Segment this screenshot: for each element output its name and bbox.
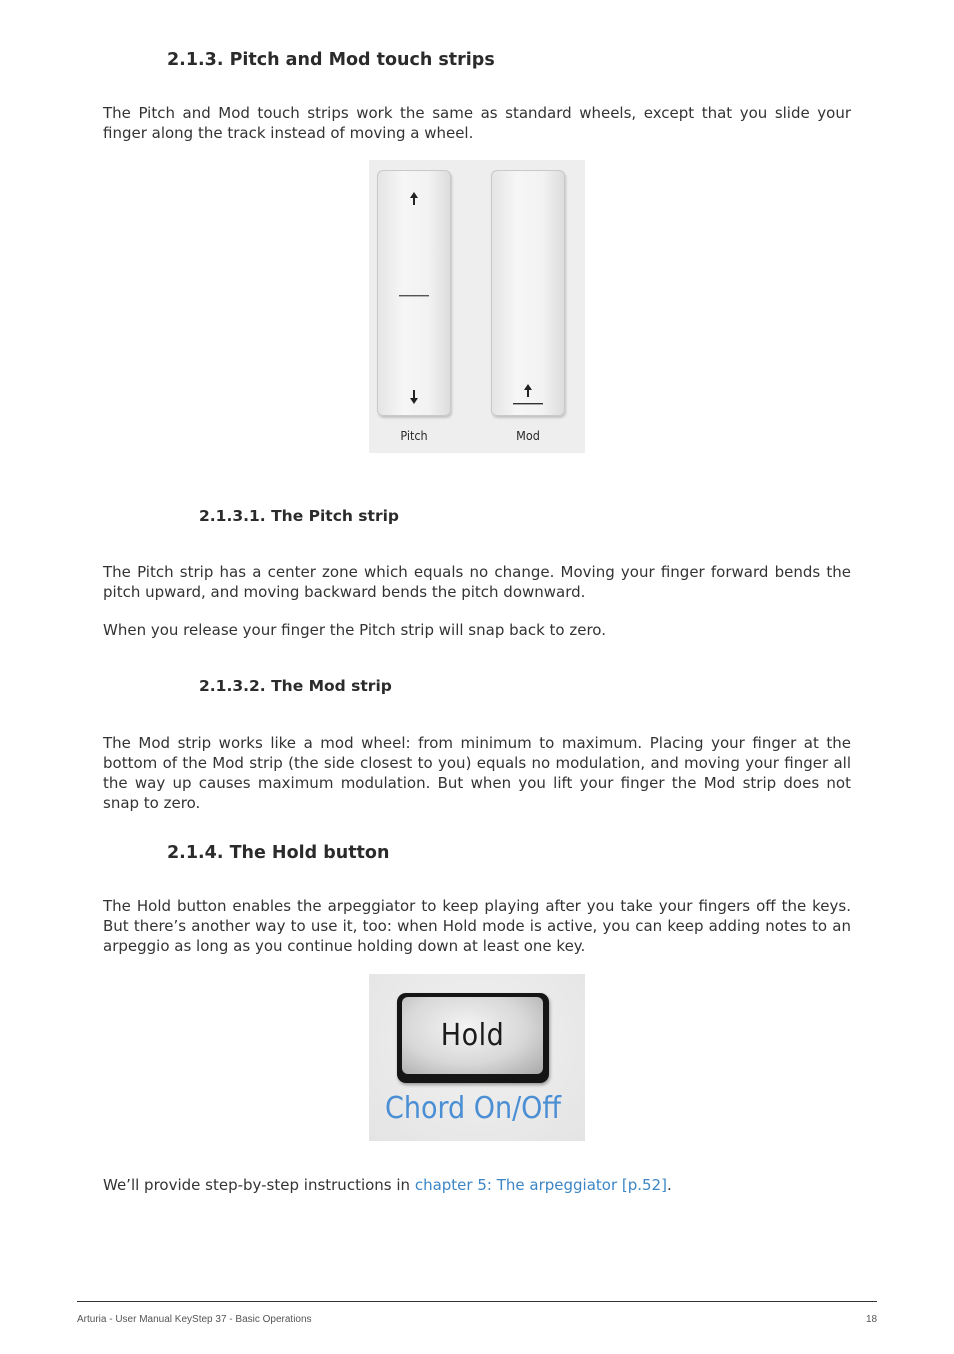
center-line-icon [399,294,429,298]
footer-title: Arturia - User Manual KeyStep 37 - Basic Operations [77,1314,312,1325]
paragraph-pitch-strip-1: The Pitch strip has a center zone which equals no change. Moving your finger forward bends the pitch upward, and moving backward bends the pitch downward. [103,563,851,601]
footer-divider [77,1301,877,1302]
paragraph-closing [103,1175,851,1195]
arrow-up-icon [522,384,534,398]
heading-mod-strip: 2.1.3.2. The Mod strip [199,677,392,695]
paragraph-pitch-strip-2: When you release your finger the Pitch strip will snap back to zero. [103,621,606,639]
hold-button-label: Hold [402,997,543,1074]
arrow-down-icon [408,390,420,404]
touch-strips-figure [369,160,585,453]
arrow-up-icon [408,192,420,206]
chord-on-off-label: Chord On/Off [384,1091,561,1126]
paragraph-hold-button: The Hold button enables the arpeggiator to keep playing after you take your fingers off the keys. But there’s another way to use it, too: when Hold mode is active, you can keep adding notes to an arpeggio as long as you continue holding down at least one key. [103,897,851,955]
heading-pitch-strip: 2.1.3.1. The Pitch strip [199,507,399,525]
closing-period: . [666,1176,672,1194]
closing-text: We’ll provide step-by-step instructions in [103,1176,415,1194]
hold-button-figure [369,974,585,1141]
mod-label: Mod [516,428,540,443]
pitch-label: Pitch [400,428,428,443]
mod-strip [491,170,565,416]
paragraph-touch-strips: The Pitch and Mod touch strips work the same as standard wheels, except that you slide your finger along the track instead of moving a wheel. [103,104,851,142]
arpeggiator-chapter-link[interactable]: chapter 5: The arpeggiator [p.52] [414,1176,667,1194]
pitch-strip [377,170,451,416]
heading-touch-strips: 2.1.3. Pitch and Mod touch strips [167,50,495,70]
paragraph-mod-strip: The Mod strip works like a mod wheel: from minimum to maximum. Placing your finger at the bottom of the Mod strip (the side closest to you) equals no modulation, and moving your finger all the way up causes maximum modulation. But when you lift your finger the Mod strip does not snap to zero. [103,734,851,812]
baseline-icon [513,402,543,406]
page-number: 18 [866,1314,878,1325]
hold-button-image [397,993,549,1083]
heading-hold-button: 2.1.4. The Hold button [167,843,390,863]
